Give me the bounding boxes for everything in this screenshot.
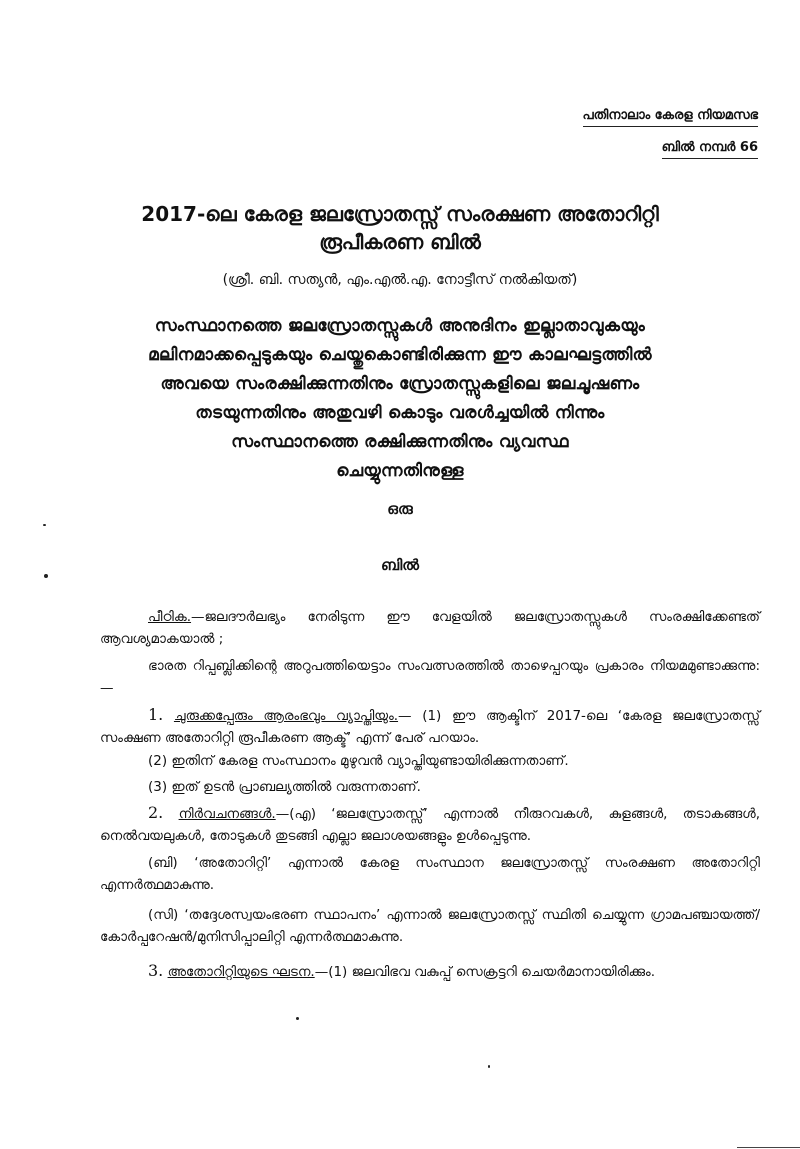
section-number: 1. [148,705,164,724]
peetika-label: പീഠിക. [148,609,192,625]
section-text: —(എ) ‘ജലസ്രോതസ്സ്’ എന്നാൽ നീരുറവകൾ, കുളങ്ങൾ, തടാകങ്ങൾ, നെൽവയലുകൾ, തോടുകൾ തുടങ്ങി എല്ലാ ജലാശയങ്ങളും ഉൾപ്പെടുന്നു. [100,806,760,844]
section-text: — (1) ഈ ആക്ടിന് 2017-ലെ ‘കേരള ജലസ്രോതസ്സ് സംക്ഷണ അതോറിറ്റി രൂപീകരണ ആക്ട്’ എന്ന് പേര് പറയാം. [100,708,760,746]
preamble-line: സംസ്ഥാനത്തെ ജലസ്രോതസ്സുകൾ അനുദിനം ഇല്ലാതാവുകയും [154,316,646,336]
oru-word: ഒരു [387,500,413,518]
section-3 [100,960,760,983]
section-number: 2. [148,803,164,822]
section-1-sub-2: (2) ഇതിന് കേരള സംസ്ഥാനം മുഴുവൻ വ്യാപ്തിയുണ്ടായിരിക്കുന്നതാണ്. [148,753,569,769]
bill-title-line2: രൂപീകരണ ബിൽ [319,230,481,254]
peetika-paragraph [100,606,760,650]
section-2-sub-b: (ബി) ‘അതോറിറ്റി’ എന്നാൽ കേരള സംസ്ഥാന ജലസ്രോതസ്സ് സംരക്ഷണ അതോറിറ്റി എന്നർത്ഥമാകുന്നു. [100,855,760,893]
notice-line: (ശ്രീ. ബി. സത്യൻ, എം.എൽ.എ. നോട്ടീസ് നൽകിയത്) [222,272,578,288]
assembly-header: പതിനാലാം കേരള നിയമസഭ [583,108,758,127]
scan-speck [488,1065,490,1068]
preamble-line: മലിനമാക്കപ്പെടുകയും ചെയ്തുകൊണ്ടിരിക്കുന്ന ഈ കാലഘട്ടത്തിൽ [148,345,652,365]
bill-word: ബിൽ [380,556,419,574]
section-2 [100,802,760,847]
preamble-line: അവയെ സംരക്ഷിക്കുന്നതിനും സ്രോതസ്സുകളിലെ ജലചൂഷണം [160,374,640,394]
enacting-clause: ഭാരത റിപ്പബ്ലിക്കിന്റെ അറുപത്തിയെട്ടാം സംവത്സരത്തിൽ താഴെപ്പറയും പ്രകാരം നിയമമുണ്ടാക്കുന്നു:— [100,658,760,696]
section-1-sub-3: (3) ഇത് ഉടൻ പ്രാബല്യത്തിൽ വരുന്നതാണ്. [148,779,421,795]
scan-edge-line [737,1147,800,1148]
scan-speck [296,1017,299,1020]
section-heading: അതോറിറ്റിയുടെ ഘടന. [167,964,315,980]
scan-speck [44,574,48,578]
bill-number: ബിൽ നമ്പർ 66 [662,140,758,159]
section-text: —(1) ജലവിഭവ വകുപ്പ് സെക്രട്ടറി ചെയർമാനായിരിക്കും. [314,964,656,980]
peetika-text: —ജലദൗർലഭ്യം നേരിടുന്ന ഈ വേളയിൽ ജലസ്രോതസ്സുകൾ സംരക്ഷിക്കേണ്ടത് ആവശ്യമാകയാൽ ; [100,609,760,647]
section-1 [100,704,760,749]
preamble-line: സംസ്ഥാനത്തെ രക്ഷിക്കുന്നതിനും വ്യവസ്ഥ [231,432,569,452]
section-heading: നിർവചനങ്ങൾ. [178,806,276,822]
preamble-line: തടയുന്നതിനും അതുവഴി കൊടും വരൾച്ചയിൽ നിന്നും [195,403,605,423]
section-number: 3. [148,961,164,980]
section-heading: ചുരുക്കപ്പേരും ആരംഭവും വ്യാപ്തിയും. [173,708,399,724]
bill-title-line1: 2017-ലെ കേരള ജലസ്രോതസ്സ് സംരക്ഷണ അതോറിറ്റി [141,202,659,226]
preamble [80,312,720,486]
scan-speck [43,524,46,526]
preamble-line: ചെയ്യുന്നതിനുള്ള [336,461,464,481]
section-2-sub-c: (സി) ‘തദ്ദേശസ്വയംഭരണ സ്ഥാപനം’ എന്നാൽ ജലസ്രോതസ്സ് സ്ഥിതി ചെയ്യുന്ന ഗ്രാമപഞ്ചായത്ത്/കോർപ്പറേഷൻ/മുനിസിപ്പാലിറ്റി എന്നർത്ഥമാകുന്നു. [100,907,760,945]
